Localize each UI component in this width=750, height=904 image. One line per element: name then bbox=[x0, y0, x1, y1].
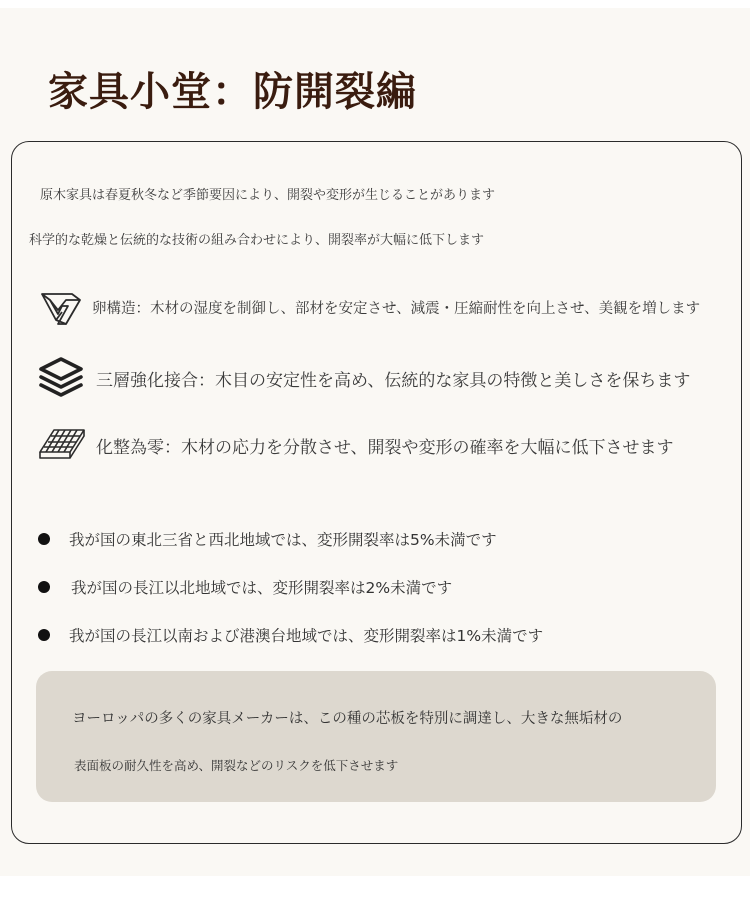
feature-item-three-layer bbox=[36, 355, 690, 401]
content-canvas bbox=[0, 8, 750, 876]
intro-line-seasonal: 原木家具は春夏秋冬など季節要因により、開裂や変形が生じることがあります bbox=[40, 188, 496, 203]
feature-item-mortise bbox=[36, 284, 700, 330]
list-item bbox=[38, 624, 543, 646]
feature-text-three-layer: 三層強化接合：木目の安定性を高め、伝統的な家具の特徴と美しさを保ちます bbox=[96, 370, 691, 391]
bullet-dot bbox=[38, 581, 50, 593]
list-item-text: 我が国の長江以南および港澳台地域では、変形開裂率は1%未満です bbox=[69, 627, 544, 645]
wood-board-icon bbox=[36, 422, 86, 468]
bullet-dot bbox=[38, 533, 50, 545]
list-item-text: 我が国の東北三省と西北地域では、変形開裂率は5%未満です bbox=[69, 531, 497, 549]
list-item bbox=[38, 576, 452, 598]
feature-item-disperse bbox=[36, 422, 674, 468]
note-line-1: ヨーロッパの多くの家具メーカーは、この種の芯板を特別に調達し、大きな無垢材の bbox=[72, 711, 623, 727]
feature-text-disperse: 化整為零：木材の応力を分散させ、開裂や変形の確率を大幅に低下させます bbox=[96, 437, 674, 458]
feature-text-mortise: 卵構造：木材の湿度を制御し、部材を安定させ、減震・圧縮耐性を向上させ、美観を増します bbox=[92, 300, 701, 317]
list-item bbox=[38, 528, 497, 550]
mortise-joint-icon bbox=[36, 284, 86, 330]
intro-line-drying: 科学的な乾燥と伝統的な技術の組み合わせにより、開裂率が大幅に低下します bbox=[29, 233, 485, 248]
note-line-2: 表面板の耐久性を高め、開裂などのリスクを低下させます bbox=[74, 758, 399, 773]
layers-icon bbox=[36, 355, 86, 401]
note-box bbox=[36, 671, 716, 802]
bullet-dot bbox=[38, 629, 50, 641]
info-card bbox=[11, 141, 742, 844]
list-item-text: 我が国の長江以北地域では、変形開裂率は2%未満です bbox=[71, 579, 453, 597]
page-title: 家具小堂：防開裂編 bbox=[48, 69, 417, 115]
